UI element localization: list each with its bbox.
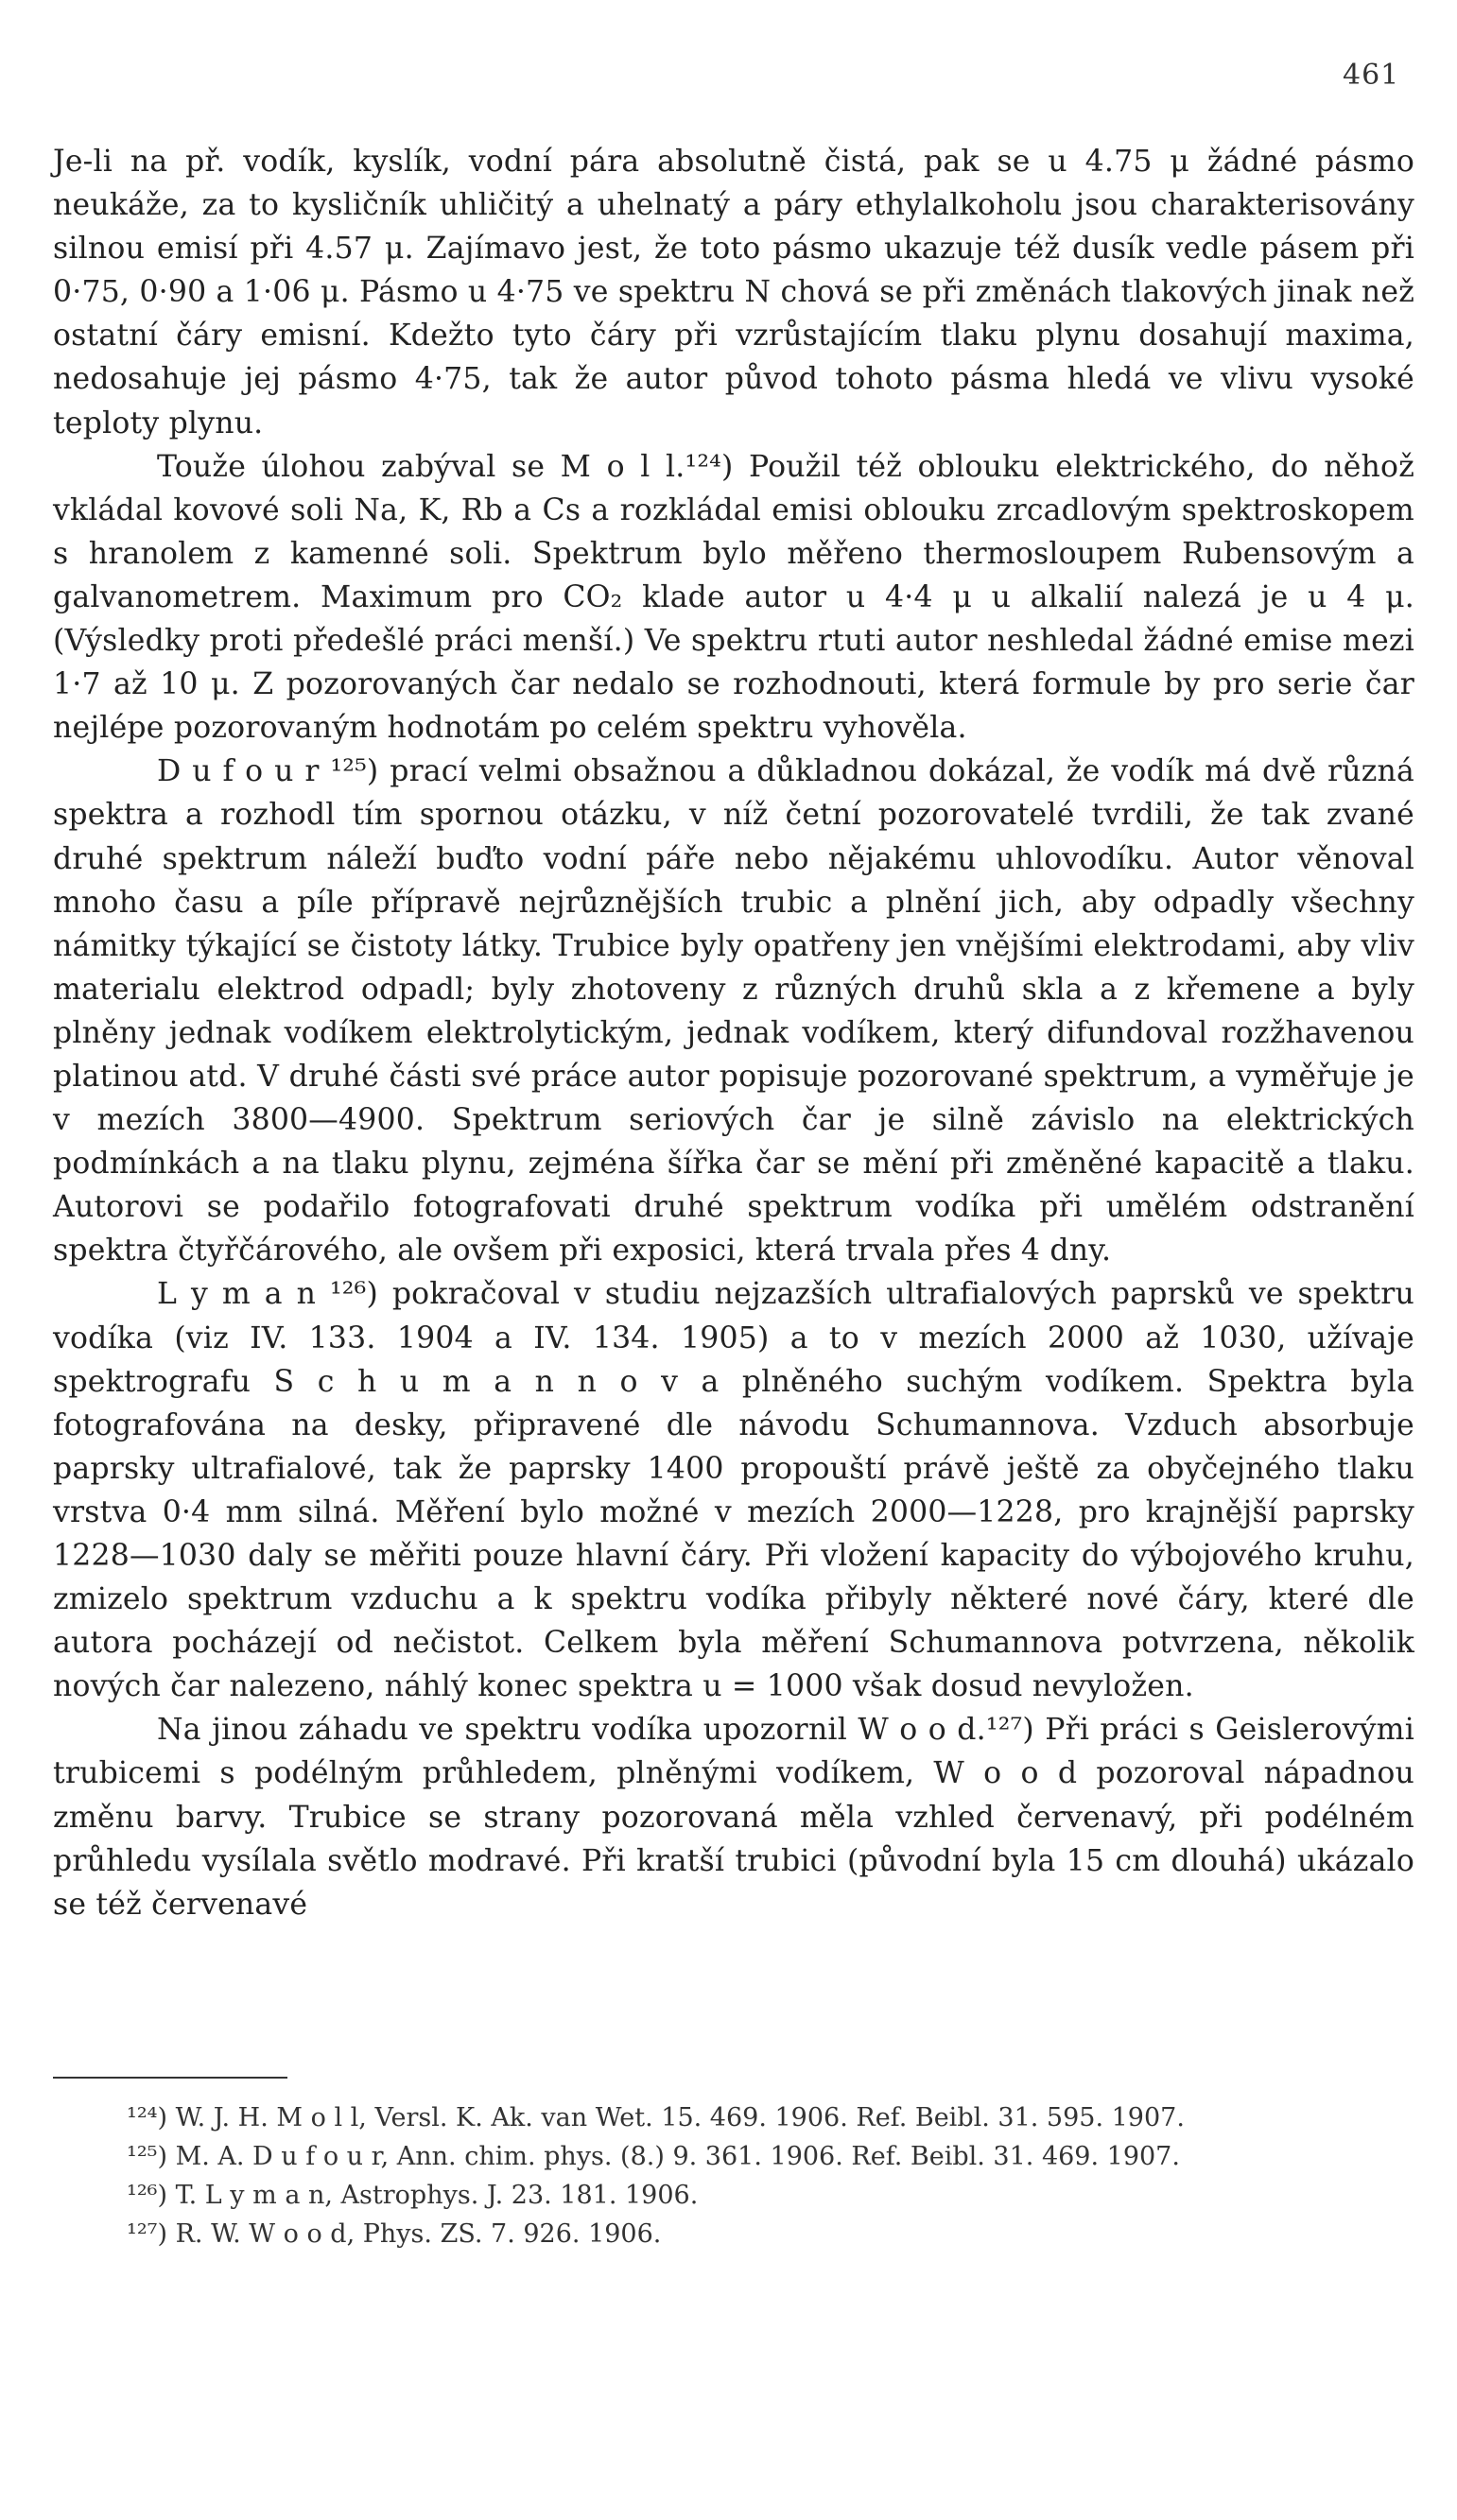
footnote-127: ¹²⁷) R. W. W o o d, Phys. ZS. 7. 926. 1906. bbox=[127, 2219, 662, 2249]
paragraph-4: L y m a n ¹²⁶) pokračoval v studiu nejzazších ultrafialových paprsků ve spektru vodíka (viz IV. 133. 1904 a IV. 134. 1905) a to v mezích 2000 až 1030, užívaje spektrografu S c h u m a n n o v a plněného suchým vodíkem. Spektra byla fotografována na desky, připravené dle návodu Schumannova. Vzduch absorbuje paprsky ultrafialové, tak že paprsky 1400 propouští právě ještě za obyčejného tlaku vrstva 0·4 mm silná. Měření bylo možné v mezích 2000—1228, pro krajnější paprsky 1228—1030 daly se měřiti pouze hlavní čáry. Při vložení kapacity do výbojového kruhu, zmizelo spektrum vzduchu a k spektru vodíka přibyly některé nové čáry, které dle autora pocházejí od nečistot. Celkem byla měření Schumannova potvrzena, několik nových čar nalezeno, náhlý konec spektra u = 1000 však dosud nevyložen. bbox=[53, 1277, 1414, 1704]
paragraph-3: D u f o u r ¹²⁵) prací velmi obsažnou a důkladnou dokázal, že vodík má dvě různá spektra a rozhodl tím spornou otázku, v níž četní pozorovatelé tvrdili, že tak zvané druhé spektrum náleží buďto vodní páře nebo nějakému uhlovodíku. Autor věnoval mnoho času a píle přípravě nejrůznějších trubic a plnění jich, aby odpadly všechny námitky týkající se čistoty látky. Trubice byly opatřeny jen vnějšími elektrodami, aby vliv materialu elektrod odpadl; byly zhotoveny z různých druhů skla a z křemene a byly plněny jednak vodíkem elektrolytickým, jednak vodíkem, který difundoval rozžhavenou platinou atd. V druhé části své práce autor popisuje pozorované spektrum, a vyměřuje je v mezích 3800—4900. Spektrum seriových čar je silně závislo na elektrických podmínkách a na tlaku plynu, zejména šířka čar se mění při změněné kapacitě a tlaku. Autorovi se podařilo fotografovati druhé spektrum vodíka při umělém odstranění spektra čtyřčárového, ale ovšem při exposici, která trvala přes 4 dny. bbox=[53, 754, 1414, 1269]
page-number: 461 bbox=[1343, 59, 1400, 92]
footnote-124: ¹²⁴) W. J. H. M o l l, Versl. K. Ak. van Wet. 15. 469. 1906. Ref. Beibl. 31. 595. 1907. bbox=[127, 2103, 1185, 2132]
footnote-divider bbox=[53, 2077, 287, 2079]
body-text bbox=[53, 140, 1414, 1926]
paragraph-1: Je-li na př. vodík, kyslík, vodní pára absolutně čistá, pak se u 4.75 μ žádné pásmo neukáže, za to kysličník uhličitý a uhelnatý a páry ethylalkoholu jsou charakterisovány silnou emisí při 4.57 μ. Zajímavo jest, že toto pásmo ukazuje též dusík vedle pásem při 0·75, 0·90 a 1·06 μ. Pásmo u 4·75 ve spektru N chová se při změnách tlakových jinak než ostatní čáry emisní. Kdežto tyto čáry při vzrůstajícím tlaku plynu dosahují maxima, nedosahuje jej pásmo 4·75, tak že autor původ tohoto pásma hledá ve vlivu vysoké teploty plynu. bbox=[53, 145, 1414, 440]
paragraph-5: Na jinou záhadu ve spektru vodíka upozornil W o o d.¹²⁷) Při práci s Geislerovými trubicemi s podélným průhledem, plněnými vodíkem, W o o d pozoroval nápadnou změnu barvy. Trubice se strany pozorovaná měla vzhled červenavý, při podélném průhledu vysílala světlo modravé. Při kratší trubici (původní byla 15 cm dlouhá) ukázalo se též červenavé bbox=[53, 1713, 1414, 1922]
paragraph-2: Touže úlohou zabýval se M o l l.¹²⁴) Použil též oblouku elektrického, do něhož vkládal kovové soli Na, K, Rb a Cs a rozkládal emisi oblouku zrcadlovým spektroskopem s hranolem z kamenné soli. Spektrum bylo měřeno thermosloupem Rubensovým a galvanometrem. Maximum pro CO₂ klade autor u 4·4 μ u alkalií nalezá je u 4 μ. (Výsledky proti předešlé práci menší.) Ve spektru rtuti autor neshledal žádné emise mezi 1·7 až 10 μ. Z pozorovaných čar nedalo se rozhodnouti, která formule by pro serie čar nejlépe pozorovaným hodnotám po celém spektru vyhověla. bbox=[53, 449, 1414, 746]
footnote-125: ¹²⁵) M. A. D u f o u r, Ann. chim. phys. (8.) 9. 361. 1906. Ref. Beibl. 31. 469. 1907. bbox=[127, 2142, 1180, 2171]
footnote-126: ¹²⁶) T. L y m a n, Astrophys. J. 23. 181. 1906. bbox=[127, 2181, 699, 2210]
footnotes bbox=[53, 2098, 1414, 2253]
